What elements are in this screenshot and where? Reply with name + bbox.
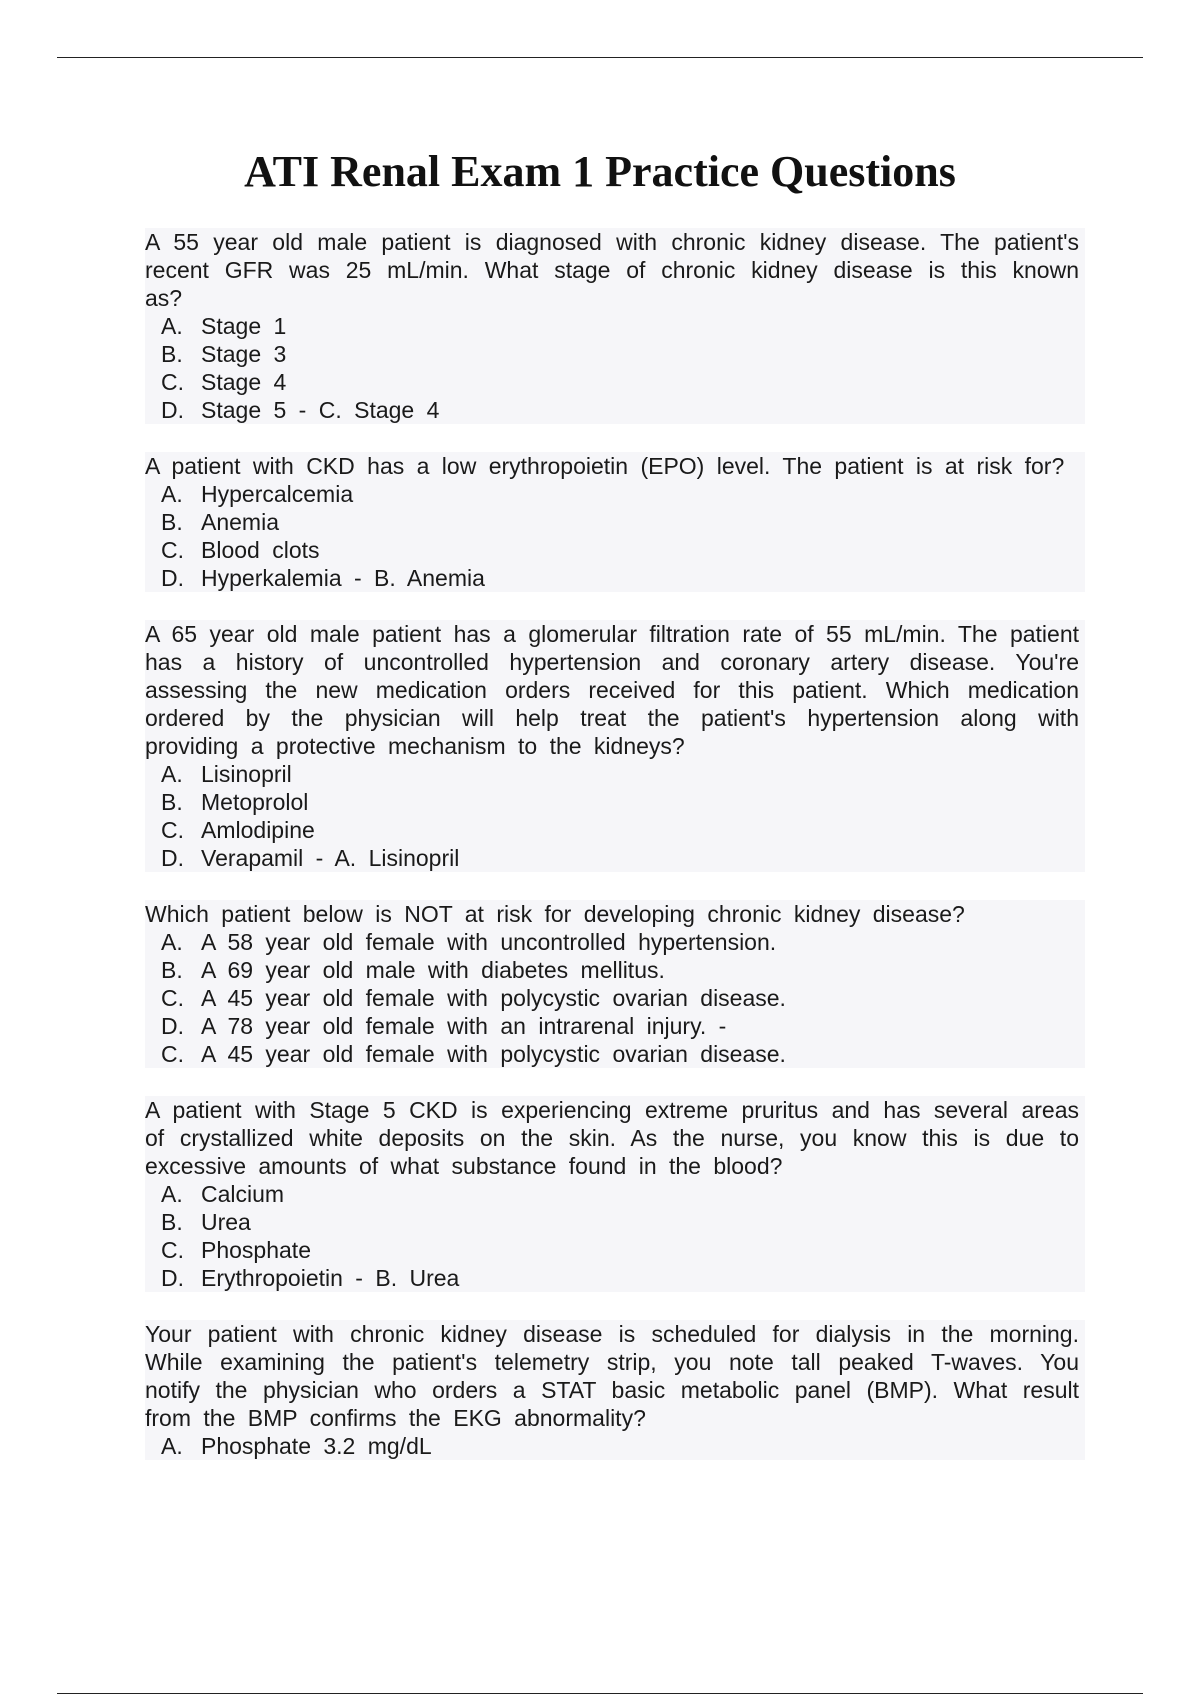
option-item xyxy=(161,312,1079,340)
option-text: Erythropoietin - B. Urea xyxy=(201,1265,460,1291)
option-letter: C. xyxy=(161,985,184,1011)
option-letter: B. xyxy=(161,1209,183,1235)
option-letter: A. xyxy=(161,1433,183,1459)
option-list xyxy=(145,1180,1079,1292)
option-letter: C. xyxy=(161,537,184,563)
option-item xyxy=(161,536,1079,564)
option-item xyxy=(161,508,1079,536)
option-item xyxy=(161,340,1079,368)
question-block xyxy=(145,1096,1085,1292)
questions-list xyxy=(145,228,1085,1488)
option-text: A 78 year old female with an intrarenal injury. - xyxy=(201,1013,727,1039)
option-list xyxy=(145,480,1079,592)
option-text: A 45 year old female with polycystic ovarian disease. xyxy=(201,985,786,1011)
option-text: A 45 year old female with polycystic ovarian disease. xyxy=(201,1041,786,1067)
option-item xyxy=(161,1012,1079,1040)
option-letter: C. xyxy=(161,369,184,395)
option-item xyxy=(161,844,1079,872)
option-text: Blood clots xyxy=(201,537,320,563)
option-text: Hypercalcemia xyxy=(201,481,354,507)
option-letter: C. xyxy=(161,1041,184,1067)
option-item xyxy=(161,1432,1079,1460)
question-text: Your patient with chronic kidney disease is scheduled for dialysis in the morning. While examining the patient's telemetry strip, you note tall peaked T-waves. You notify the physician who orders a STAT basic metabolic panel (BMP). What result from the BMP confirms the EKG abnormality? xyxy=(145,1321,1079,1431)
option-list xyxy=(145,1432,1079,1460)
option-item xyxy=(161,1180,1079,1208)
option-item xyxy=(161,984,1079,1012)
option-text: A 58 year old female with uncontrolled hypertension. xyxy=(201,929,777,955)
option-text: Hyperkalemia - B. Anemia xyxy=(201,565,485,591)
option-text: Calcium xyxy=(201,1181,285,1207)
option-item xyxy=(161,1208,1079,1236)
question-text: A 65 year old male patient has a glomerular filtration rate of 55 mL/min. The patient has a history of uncontrolled hypertension and coronary artery disease. You're assessing the new medication orders received for this patient. Which medication ordered by the physician will help treat the patient's hypertension along with providing a protective mechanism to the kidneys? xyxy=(145,621,1079,759)
question-block xyxy=(145,452,1085,592)
option-letter: D. xyxy=(161,1265,184,1291)
option-letter: A. xyxy=(161,761,183,787)
option-letter: C. xyxy=(161,1237,184,1263)
option-item xyxy=(161,1264,1079,1292)
option-list xyxy=(145,312,1079,424)
option-item xyxy=(161,760,1079,788)
option-text: Stage 1 xyxy=(201,313,287,339)
option-item xyxy=(161,816,1079,844)
option-item xyxy=(161,564,1079,592)
option-text: Phosphate xyxy=(201,1237,311,1263)
option-text: Metoprolol xyxy=(201,789,309,815)
question-block xyxy=(145,620,1085,872)
option-item xyxy=(161,396,1079,424)
option-text: Stage 3 xyxy=(201,341,287,367)
option-text: A 69 year old male with diabetes mellitus. xyxy=(201,957,665,983)
option-item xyxy=(161,1236,1079,1264)
top-rule xyxy=(57,57,1143,58)
option-list xyxy=(145,928,1079,1068)
option-letter: D. xyxy=(161,397,184,423)
option-letter: B. xyxy=(161,789,183,815)
option-letter: A. xyxy=(161,1181,183,1207)
option-item xyxy=(161,956,1079,984)
option-item xyxy=(161,928,1079,956)
option-list xyxy=(145,760,1079,872)
option-item xyxy=(161,368,1079,396)
option-letter: A. xyxy=(161,313,183,339)
option-letter: D. xyxy=(161,565,184,591)
option-item xyxy=(161,788,1079,816)
option-text: Verapamil - A. Lisinopril xyxy=(201,845,460,871)
question-text: A patient with Stage 5 CKD is experiencing extreme pruritus and has several areas of crystallized white deposits on the skin. As the nurse, you know this is due to excessive amounts of what substance found in the blood? xyxy=(145,1097,1079,1179)
option-text: Amlodipine xyxy=(201,817,315,843)
option-text: Stage 4 xyxy=(201,369,287,395)
option-letter: A. xyxy=(161,481,183,507)
option-text: Anemia xyxy=(201,509,279,535)
question-block xyxy=(145,1320,1085,1460)
option-letter: B. xyxy=(161,341,183,367)
question-block xyxy=(145,228,1085,424)
question-block xyxy=(145,900,1085,1068)
option-letter: B. xyxy=(161,957,183,983)
option-text: Stage 5 - C. Stage 4 xyxy=(201,397,440,423)
option-item xyxy=(161,1040,1079,1068)
option-letter: B. xyxy=(161,509,183,535)
option-text: Urea xyxy=(201,1209,251,1235)
question-text: A patient with CKD has a low erythropoietin (EPO) level. The patient is at risk for? xyxy=(145,453,1065,479)
option-item xyxy=(161,480,1079,508)
option-letter: C. xyxy=(161,817,184,843)
option-text: Phosphate 3.2 mg/dL xyxy=(201,1433,432,1459)
page-title: ATI Renal Exam 1 Practice Questions xyxy=(244,147,956,196)
question-text: Which patient below is NOT at risk for developing chronic kidney disease? xyxy=(145,901,965,927)
option-letter: A. xyxy=(161,929,183,955)
option-letter: D. xyxy=(161,845,184,871)
question-text: A 55 year old male patient is diagnosed with chronic kidney disease. The patient's recent GFR was 25 mL/min. What stage of chronic kidney disease is this known as? xyxy=(145,229,1079,311)
option-text: Lisinopril xyxy=(201,761,292,787)
option-letter: D. xyxy=(161,1013,184,1039)
bottom-rule xyxy=(57,1693,1143,1694)
